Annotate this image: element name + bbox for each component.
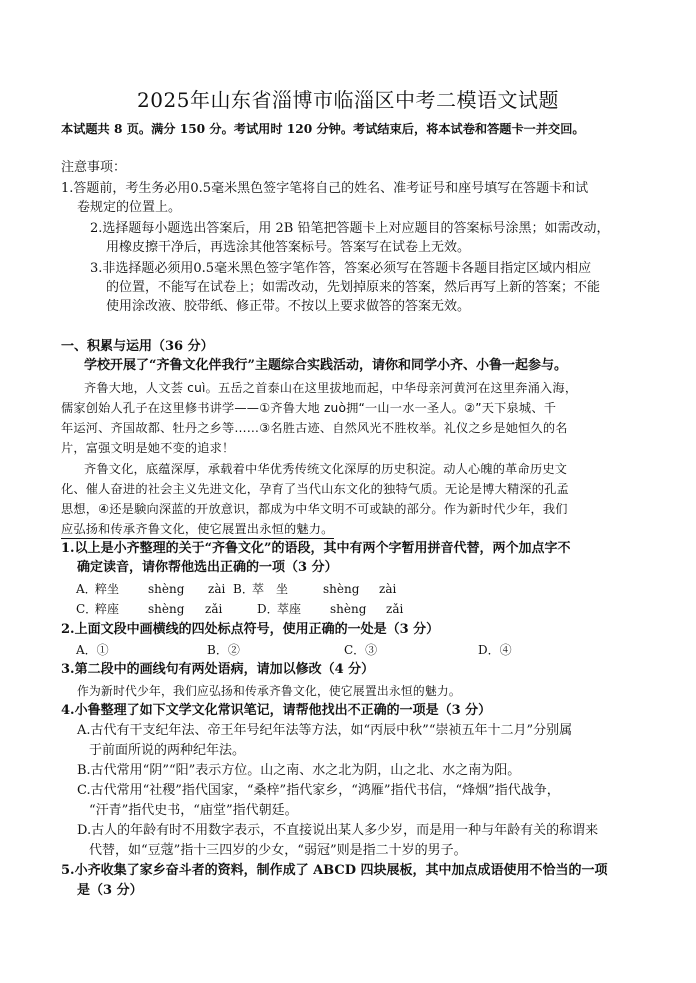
option-pinyin: zài: [379, 582, 397, 596]
q4-option-cont: 于前面所说的两种纪年法。: [89, 743, 246, 758]
q2-option-c: C．③: [344, 643, 378, 657]
q3-sentence: 作为新时代少年，我们应弘扬和传承齐鲁文化，使它展置出永恒的魅力。: [77, 684, 461, 698]
question-4: 4.小鲁整理了如下文学文化常识笔记，请帮他找出不正确的一项是（3 分）: [61, 703, 492, 718]
question-2: 2.上面文段中画横线的四处标点符号，使用正确的一处是（3 分）: [61, 622, 440, 637]
q2-option-d: D．④: [478, 643, 512, 657]
exam-title: 2025年山东省淄博市临淄区中考二模语文试题: [137, 88, 559, 112]
section-lead: 学校开展了“齐鲁文化伴我行”主题综合实践活动，请你和同学小齐、小鲁一起参与。: [84, 358, 567, 373]
passage-line: 化、催人奋进的社会主义先进文化，孕育了当代山东文化的独特气质。无论是博大精深的孔孟: [61, 482, 569, 496]
option-word: 粹座: [95, 602, 120, 616]
note-line: 1.答题前，考生务必用0.5毫米黑色签字笔将自己的姓名、准考证号和座号填写在答题卡和试: [61, 181, 589, 196]
option-pinyin: shèng: [330, 602, 367, 616]
q2-option-b: B．②: [207, 643, 240, 657]
section-heading: 一、积累与运用（36 分）: [61, 339, 214, 354]
q4-option: A.古代有干支纪年法、帝王年号纪年法等方法，如“丙辰中秋”“崇祯五年十二月”分别属: [77, 723, 573, 738]
q2-option-a: A．①: [76, 643, 109, 657]
note-line: 2.选择题每小题选出答案后，用 2B 铅笔把答题卡上对应题目的答案标号涂黑；如需改动，: [90, 221, 610, 236]
option-word: 萃 坐: [252, 582, 289, 596]
passage-line: 思想，④还是験向深蓝的开放意识，都成为中华文明不可或缺的部分。作为新时代少年，我们: [61, 502, 568, 516]
q4-option-cont: 代替，如“豆蔻”指十三四岁的少女，“弱冠”则是指二十岁的男子。: [89, 843, 467, 858]
passage-line: 年运河、齐国故都、牡丹之乡等……③名胜古迹、自然风光不胜枚举。礼仪之乡是她恒久的名: [61, 421, 568, 435]
option-pinyin: zǎi: [205, 602, 223, 616]
q4-option: D.古人的年龄有时不用数字表示，不直接说出某人多少岁，而是用一种与年龄有关的称谓来: [77, 823, 599, 838]
question-3: 3.第二段中的画线句有两处语病，请加以修改（4 分）: [61, 662, 375, 677]
passage-underlined-line: 应弘扬和传承齐鲁文化，使它展置出永恒的魅力。: [61, 520, 334, 539]
option-pinyin: shèng: [148, 582, 185, 596]
note-line: 使用涂改液、胶带纸、修正带。不按以上要求做答的答案无效。: [106, 299, 471, 314]
note-line: 的位置，不能写在试卷上；如需改动，先划掉原来的答案，然后再写上新的答案；不能: [106, 280, 601, 295]
option-pinyin: zǎi: [386, 602, 404, 616]
option-letter: B．: [233, 582, 254, 596]
q4-option-cont: “汗青”指代史书，“庙堂”指代朝廷。: [89, 803, 298, 818]
passage-line: 齐鲁大地，人文荟 cuì。五岳之首泰山在这里拔地而起，中华母亲河黄河在这里奔涌入海，: [84, 381, 578, 395]
exam-intro: 本试题共 8 页。满分 150 分。考试用时 120 分钟。考试结束后，将本试卷和答题卡一并交回。: [61, 122, 585, 136]
note-line: 3.非选择题必须用0.5毫米黑色签字笔作答，答案必须写在答题卡各题目指定区域内相应: [90, 261, 592, 276]
question-1-cont: 确定读音，请你帮他选出正确的一项（3 分）: [77, 560, 338, 575]
passage-line: 片，富强文明是她不变的追求！: [61, 441, 235, 455]
option-pinyin: shèng: [148, 602, 185, 616]
note-line: 卷规定的位置上。: [77, 200, 182, 215]
option-pinyin: shèng: [323, 582, 360, 596]
q4-option: B.古代常用“阴”“阳”表示方位。山之南、水之北为阴，山之北、水之南为阳。: [77, 763, 521, 778]
notes-heading: 注意事项：: [61, 160, 127, 175]
option-letter: C．: [76, 602, 98, 616]
option-word: 粹坐: [95, 582, 120, 596]
q4-option: C.古代常用“社稷”指代国家，“桑梓”指代家乡，“鸿雁”指代书信，“烽烟”指代战争，: [77, 783, 560, 798]
option-letter: A．: [76, 582, 97, 596]
option-letter: D．: [257, 602, 279, 616]
option-word: 萃座: [277, 602, 302, 616]
question-1: 1.以上是小齐整理的关于“齐鲁文化”的语段，其中有两个字暂用拼音代替，两个加点字不: [61, 541, 571, 556]
option-pinyin: zài: [208, 582, 226, 596]
passage-line: 儒家创始人孔子在这里修书讲学——①齐鲁大地 zuò拥“一山一水一圣人。②”天下泉城、千: [61, 401, 557, 415]
question-5: 5.小齐收集了家乡奋斗者的资料，制作成了 ABCD 四块展板，其中加点成语使用不恰当的一项: [61, 863, 608, 878]
passage-line: 齐鲁文化，底蕴深厚，承载着中华优秀传统文化深厚的历史积淀。动人心魄的革命历史文: [84, 462, 568, 476]
question-5-cont: 是（3 分）: [77, 883, 143, 898]
note-line: 用橡皮擦干净后，再选涂其他答案标号。答案写在试卷上无效。: [106, 240, 471, 255]
